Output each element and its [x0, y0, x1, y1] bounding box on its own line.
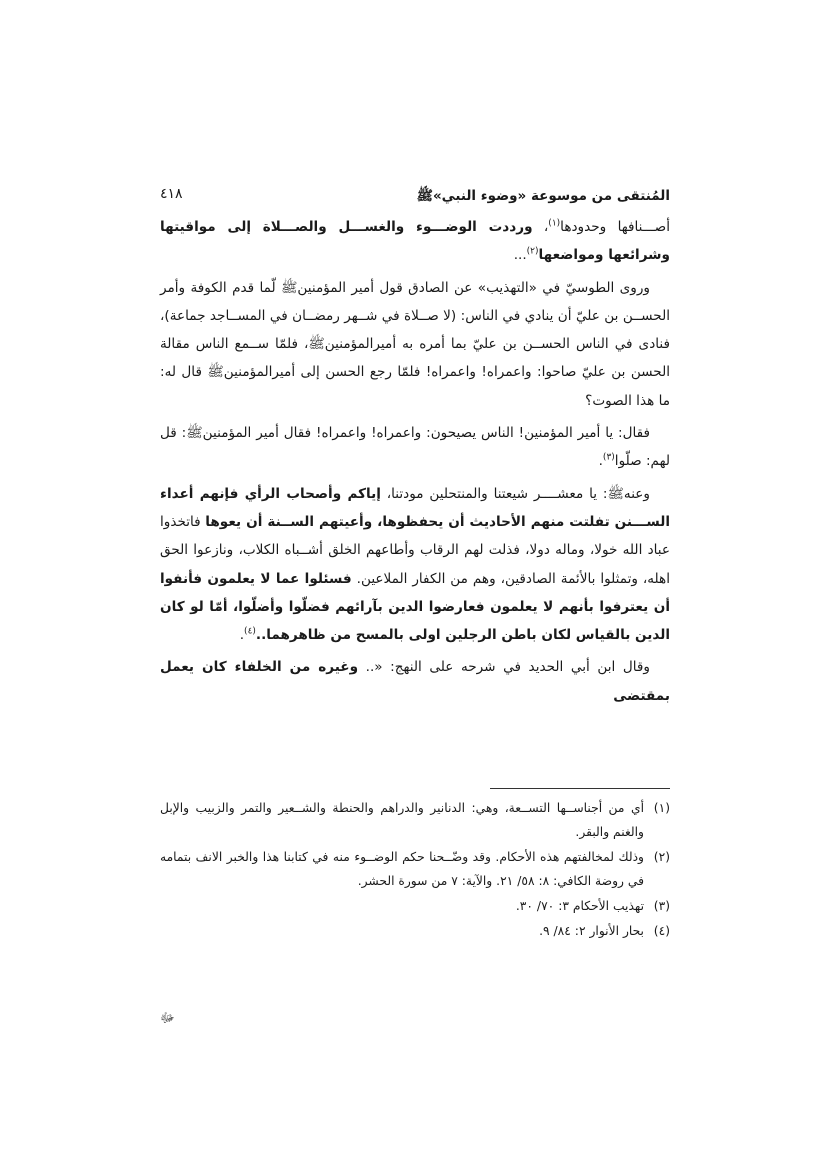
footnote-2 [160, 845, 670, 893]
bold-run: إياكم وأصحاب الرأي فإنهم أعداء الســـنن تفلتت منهم الأحاديث أن يحفظوها، وأعيتهم الســنة أن يعوها [160, 485, 670, 530]
bold-run: ورددت الوضـــوء والغســـل والصـــلاة إلى مواقيتها وشرائعها ومواضعها [160, 219, 670, 264]
end-ornament-icon: ﷻ [160, 1011, 175, 1026]
text-run: أصـــنافها وحدودها [560, 219, 670, 235]
page-number: ٤١٨ [160, 186, 183, 202]
page-header [160, 183, 670, 209]
text-run: . [598, 453, 603, 470]
footnote-3 [160, 894, 670, 918]
footnote-text: وذلك لمخالفتهم هذه الأحكام. وقد وضّــحنا حكم الوضــوء منه في كتابنا هذا والخبر الانف بتمامه في روضة الكافي: ٨: ٥٨/ ٢١. والآية: ٧ من سورة الحشر. [160, 850, 644, 888]
footnote-text: بحار الأنوار ٢: ٨٤/ ٩. [539, 924, 644, 938]
text-run: وروى الطوسيّ في «التهذيب» عن الصادق قول أمير المؤمنينﷺ لّما قدم الكوفة وأمر الحســن بن عليّ أن ينادي في الناس: (لا صــلاة في شــهر رمضــان في المســاجد جماعة)، فنادى في الناس الحســن بن عليّ بما أمره به أميرالمؤمنينﷺ، فلمّا ســمع الناس مقالة الحسن بن عليّ صاحوا: واعمراه! واعمراه! فلمّا رجع الحسن إلى أميرالمؤمنينﷺ قال له: ما هذا الصوت؟ [160, 279, 670, 409]
running-title: المُنتقى من موسوعة «وضوء النبي»ﷺ [416, 188, 670, 204]
paragraph-3 [160, 419, 670, 476]
footnote-ref-4: (٤) [244, 626, 256, 637]
footnotes [160, 796, 670, 944]
footnote-ref-2: (٢) [526, 246, 539, 257]
footnote-number: (٤) [653, 924, 670, 938]
footnote-number: (١) [653, 801, 670, 815]
footnote-separator [490, 788, 670, 789]
text-run: ، [532, 219, 549, 235]
paragraph-5 [160, 653, 670, 710]
footnote-4 [160, 919, 670, 943]
footnote-ref-1: (١) [548, 218, 561, 229]
paragraph-4 [160, 480, 670, 650]
text-run: وقال ابن أبي الحديد في شرحه على النهج: «.. [358, 659, 650, 676]
main-text [160, 213, 670, 714]
footnote-text: تهذيب الأحكام ٣: ٧٠/ ٣٠. [515, 899, 644, 913]
footnote-1 [160, 796, 670, 844]
paragraph-2 [160, 274, 670, 415]
text-run: . [239, 627, 245, 644]
paragraph-1 [160, 213, 670, 270]
text-run: وعنهﷺ: يا معشــــر شيعتنا والمنتحلين مودتنا، [380, 485, 650, 502]
text-run: ... [513, 247, 527, 264]
footnote-ref-3: (٣) [602, 452, 615, 463]
text-run: فاتخذوا عباد الله خولا، وماله دولا، فذلت لهم الرقاب وأطاعهم الخلق أشــباه الكلاب، ونازعوا الحق اهله، وتمثلوا بالأئمة الصادقين، وهم من الكفار الملاعين. [160, 513, 670, 587]
footnote-text: أي من أجناســها التســعة، وهي: الدنانير والدراهم والحنطة والشــعير والتمر والزبيب والإبل والغنم والبقر. [160, 801, 644, 839]
text-run: فقال: يا أمير المؤمنين! الناس يصيحون: واعمراه! واعمراه! فقال أمير المؤمنينﷺ: قل لهم: صلّوا [160, 425, 670, 470]
bold-run: وغيره من الخلفاء كان يعمل بمقتضى [160, 659, 670, 704]
footnote-number: (٣) [653, 899, 670, 913]
footnote-number: (٢) [653, 850, 670, 864]
bold-run: فسئلوا عما لا يعلمون فأنفوا أن يعترفوا بأنهم لا يعلمون فعارضوا الدين بآرائهم فضلّوا وأضلّوا، أمّا لو كان الدين بالقياس لكان باطن الرجلين اولى بالمسح من ظاهرهما.. [160, 570, 670, 644]
